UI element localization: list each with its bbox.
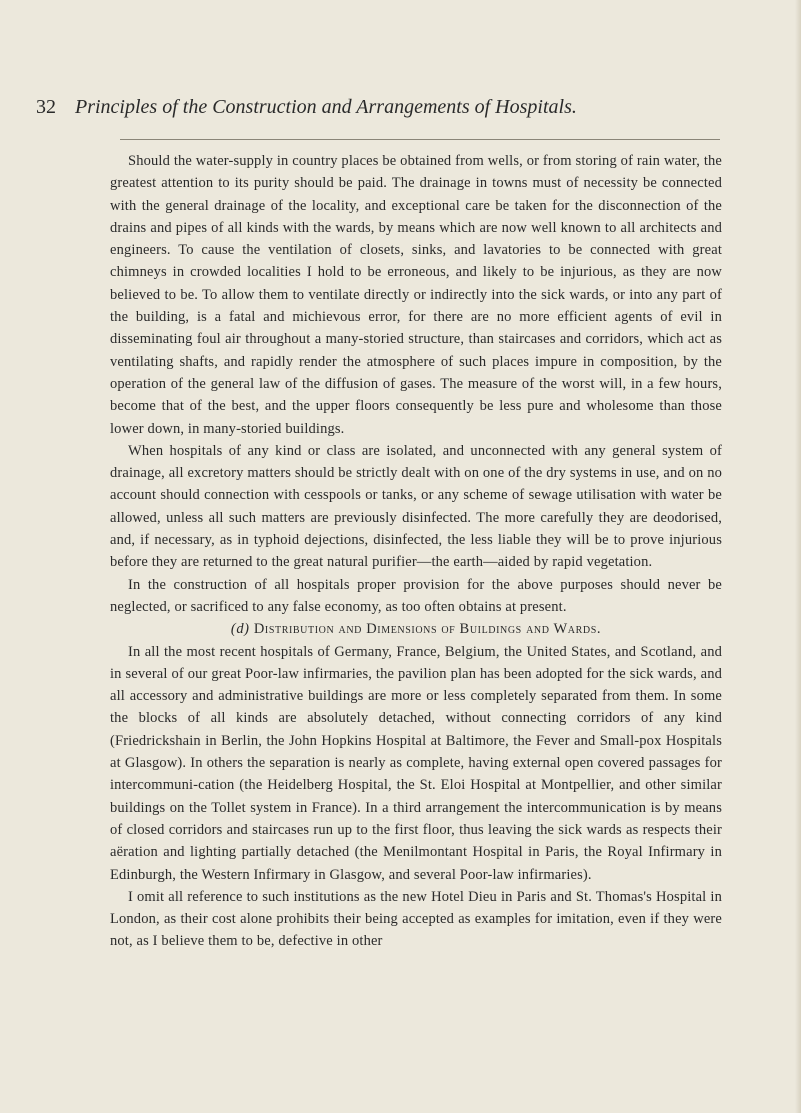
page-edge bbox=[795, 0, 801, 1113]
paragraph-omit-reference: I omit all reference to such institutions as the new Hotel Dieu in Paris and St. Thomas's Hospital in London, as their cost alone prohibits their being accepted as examples for imitation, even if they were not, as I believe them to be, defective in other bbox=[110, 888, 722, 950]
paragraph-water-supply: Should the water-supply in country places be obtained from wells, or from storing of rain water, the greatest attention to its purity should be paid. The drainage in towns must of necessity be connected with the general drainage of the locality, and exceptional care be taken for the disconnection of the drains and pipes of all kinds with the wards, by means which are now well known to all architects and engineers. To cause the ventilation of closets, sinks, and lavatories to be connected with great chimneys in crowded localities I hold to be erroneous, and likely to be injurious, as they are now believed to be. To allow them to ventilate directly or indirectly into the sick wards, or into any part of the building, is a fatal and michievous error, for there are no more efficient agents of evil in disseminating foul air throughout a many-storied structure, than staircases and corridors, which act as ventilating shafts, and rapidly render the atmosphere of such places impure in composition, by the operation of the general law of the diffusion of gases. The measure of the worst will, in a few hours, become that of the best, and the upper floors consequently be less pure and wholesome than those lower down, in many-storied buildings. bbox=[110, 153, 722, 437]
paragraph-isolated-hospitals: When hospitals of any kind or class are isolated, and unconnected with any general system of drainage, all excretory matters should be strictly dealt with on one of the dry systems in use, and on no account should connection with cesspools or tanks, or any scheme of sewage utilisation with water be allowed, unless all such matters are previously disinfected. The more carefully they are deodorised, and, if necessary, as in typhoid dejections, disinfected, the less liable they will be to prove injurious before they are returned to the great natural purifier—the earth—aided by rapid vegetation. bbox=[110, 442, 722, 571]
page-number: 32 bbox=[36, 96, 56, 118]
body-text bbox=[110, 150, 722, 953]
paragraph-proper-provision: In the construction of all hospitals proper provision for the above purposes should never be neglected, or sacrificed to any false economy, as too often obtains at present. bbox=[110, 576, 722, 615]
running-title: Principles of the Construction and Arrangements of Hospitals. bbox=[75, 96, 577, 118]
section-letter: (d) bbox=[230, 621, 250, 638]
paragraph-recent-hospitals: In all the most recent hospitals of Germany, France, Belgium, the United States, and Scotland, and in several of our great Poor-law infirmaries, the pavilion plan has been adopted for the sick wards, and all accessory and administrative buildings are more or less completely separated from them. In some the blocks of all kinds are absolutely detached, without connecting corridors of any kind (Friedrickshain in Berlin, the John Hopkins Hospital at Baltimore, the Fever and Small-pox Hospitals at Glasgow). In others the separation is nearly as complete, having external open covered passages for intercommuni-cation (the Heidelberg Hospital, the St. Eloi Hospital at Montpellier, and other similar buildings on the Tollet system in France). In a third arrangement the intercommunication is by means of closed corridors and staircases run up to the first floor, thus leaving the sick wards as respects their aëration and lighting partially detached (the Menilmontant Hospital in Paris, the Royal Infirmary in Edinburgh, the Western Infirmary in Glasgow, and several Poor-law infirmaries). bbox=[110, 643, 722, 883]
header-rule bbox=[120, 139, 720, 140]
section-heading bbox=[110, 618, 722, 640]
page-header bbox=[36, 95, 756, 119]
section-title: Distribution and Dimensions of Buildings and Wards. bbox=[253, 621, 602, 638]
